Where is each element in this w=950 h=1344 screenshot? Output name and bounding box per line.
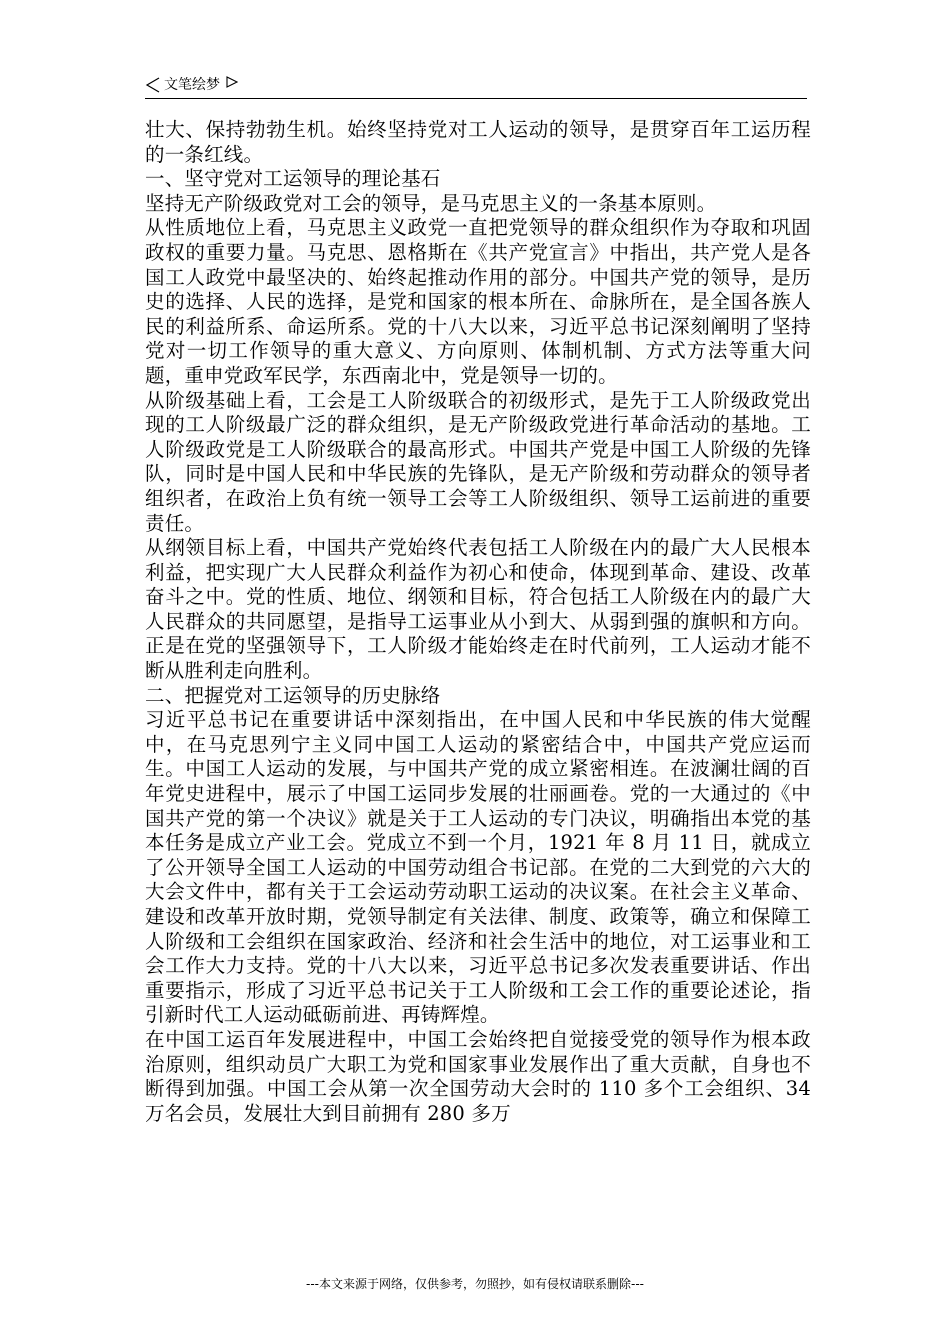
paragraph: 从纲领目标上看，中国共产党始终代表包括工人阶级在内的最广大人民根本利益，把实现广大人民群众利益作为初心和使命，体现到革命、建设、改革奋斗之中。党的性质、地位、纲领和目标，符合包括工人阶级在内的最广大人民群众的共同愿望，是指导工运事业从小到大、从弱到强的旗帜和方向。正是在党的坚强领导下，工人阶级才能始终走在时代前列，工人运动才能不断从胜利走向胜利。 bbox=[145, 536, 811, 683]
triangle-right-icon bbox=[226, 76, 238, 88]
paragraph: 在中国工运百年发展进程中，中国工会始终把自觉接受党的领导作为根本政治原则，组织动员广大职工为党和国家事业发展作出了重大贡献，自身也不断得到加强。中国工会从第一次全国劳动大会时的 110 多个工会组织、34 万名会员，发展壮大到目前拥有 280 多万 bbox=[145, 1027, 811, 1125]
triangle-left-icon bbox=[145, 77, 161, 93]
paragraph: 从性质地位上看，马克思主义政党一直把党领导的群众组织作为夺取和巩固政权的重要力量。马克思、恩格斯在《共产党宣言》中指出，共产党人是各国工人政党中最坚决的、始终起推动作用的部分。中国共产党的领导，是历史的选择、人民的选择，是党和国家的根本所在、命脉所在，是全国各族人民的利益所系、命运所系。党的十八大以来，习近平总书记深刻阐明了坚持党对一切工作领导的重大意义、方向原则、体制机制、方式方法等重大问题，重申党政军民学，东西南北中，党是领导一切的。 bbox=[145, 216, 811, 387]
brand-title: 文笔绘梦 bbox=[164, 77, 220, 93]
paragraph: 从阶级基础上看，工会是工人阶级联合的初级形式，是先于工人阶级政党出现的工人阶级最广泛的群众组织，是无产阶级政党进行革命活动的基地。工人阶级政党是工人阶级联合的最高形式。中国共产党是中国工人阶级的先锋队，同时是中国人民和中华民族的先锋队，是无产阶级和劳动群众的领导者组织者，在政治上负有统一领导工会等工人阶级组织、领导工运前进的重要责任。 bbox=[145, 388, 811, 535]
paragraph: 习近平总书记在重要讲话中深刻指出，在中国人民和中华民族的伟大觉醒中，在马克思列宁主义同中国工人运动的紧密结合中，中国共产党应运而生。中国工人运动的发展，与中国共产党的成立紧密相连。在波澜壮阔的百年党史进程中，展示了中国工运同步发展的壮丽画卷。党的一大通过的《中国共产党的第一个决议》就是关于工人运动的专门决议，明确指出本党的基本任务是成立产业工会。党成立不到一个月，1921 年 8 月 11 日，就成立了公开领导全国工人运动的中国劳动组合书记部。在党的二大到党的六大的大会文件中，都有关于工会运动劳动职工运动的决议案。在社会主义革命、建设和改革开放时期，党领导制定有关法律、制度、政策等，确立和保障工人阶级和工会组织在国家政治、经济和社会生活中的地位，对工运事业和工会工作大力支持。党的十八大以来，习近平总书记多次发表重要讲话、作出重要指示，形成了习近平总书记关于工人阶级和工会工作的重要论述论，指引新时代工人运动砥砺前进、再铸辉煌。 bbox=[145, 708, 811, 1027]
paragraph-continuation: 壮大、保持勃勃生机。始终坚持党对工人运动的领导，是贯穿百年工运历程的一条红线。 bbox=[145, 118, 811, 166]
document-body bbox=[145, 118, 811, 1126]
section-heading-2: 二、把握党对工运领导的历史脉络 bbox=[145, 683, 441, 707]
header-divider bbox=[145, 98, 807, 99]
page-footer-disclaimer: ---本文来源于网络，仅供参考，勿照抄，如有侵权请联系删除--- bbox=[306, 1277, 644, 1291]
page-header bbox=[145, 74, 805, 96]
section-heading-1: 一、坚守党对工运领导的理论基石 bbox=[145, 167, 441, 191]
paragraph: 坚持无产阶级政党对工会的领导，是马克思主义的一条基本原则。 bbox=[145, 191, 717, 215]
